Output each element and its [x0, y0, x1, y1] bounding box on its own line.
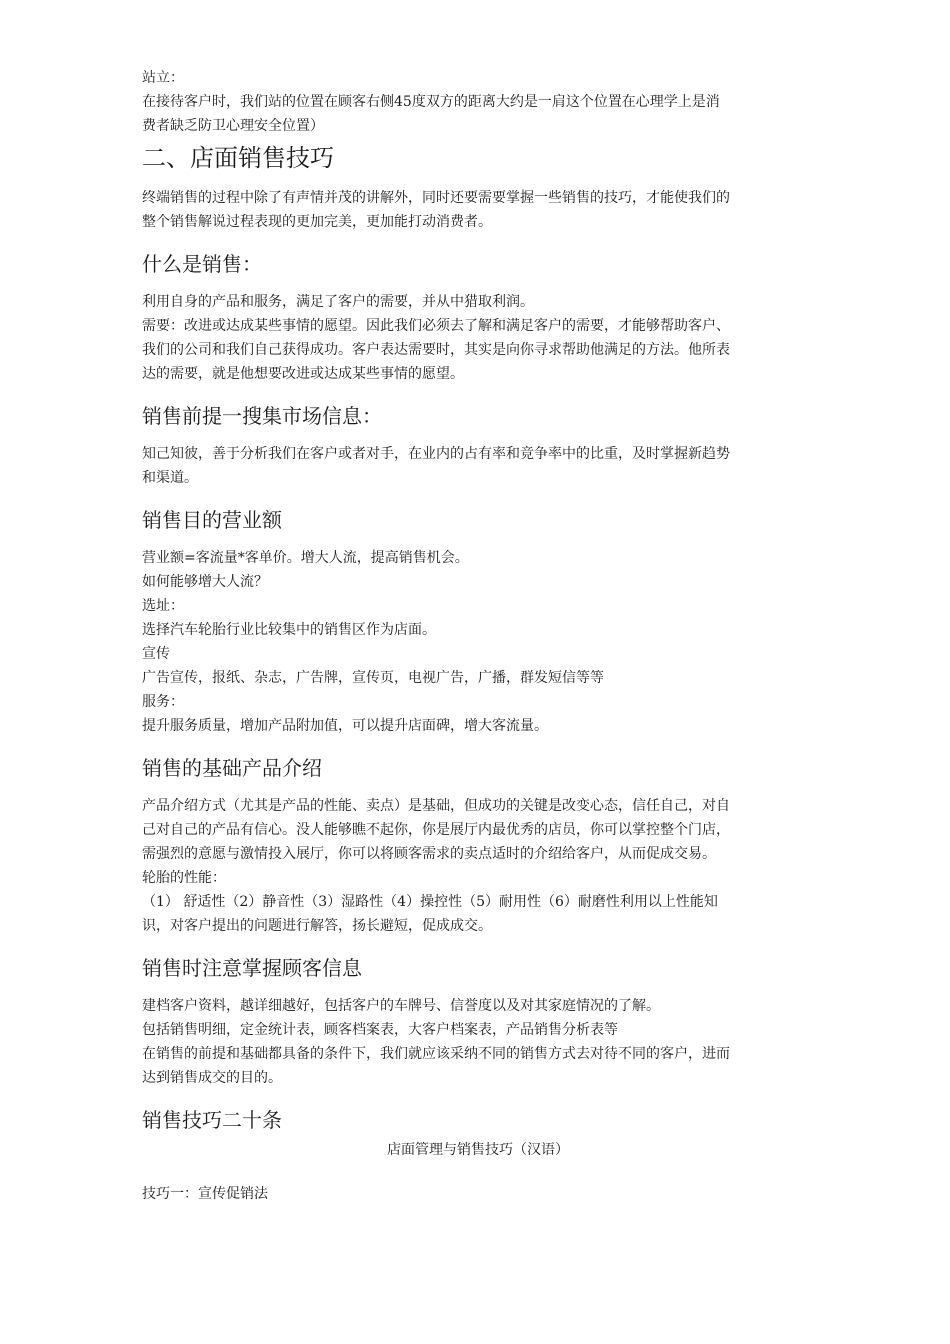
text-line: 选址：	[142, 598, 184, 614]
text-line: 利用自身的产品和服务，满足了客户的需要，并从中猎取利润。	[142, 294, 534, 310]
text-line: 费者缺乏防卫心理安全位置）	[142, 118, 324, 134]
heading-what-is-sales: 什么是销售：	[142, 252, 262, 276]
text-line: 需要：改进或达成某些事情的愿望。因此我们必须去了解和满足客户的需要，才能够帮助客户、	[142, 318, 730, 334]
text-line: 营业额=客流量*客单价。增大人流，提高销售机会。	[142, 550, 469, 566]
heading-sales-goal: 销售目的营业额	[142, 508, 282, 532]
text-line: 站立：	[142, 70, 184, 86]
heading-customer-info: 销售时注意掌握顾客信息	[142, 956, 362, 980]
text-line: 我们的公司和我们自己获得成功。客户表达需要时，其实是向你寻求帮助他满足的方法。他所表	[142, 342, 730, 358]
text-line: 达的需要，就是他想要改进或达成某些事情的愿望。	[142, 366, 464, 382]
text-line: 整个销售解说过程表现的更加完美，更加能打动消费者。	[142, 214, 492, 230]
text-line: 终端销售的过程中除了有声情并茂的讲解外，同时还要需要掌握一些销售的技巧，才能使我们的	[142, 190, 730, 206]
text-line: 服务：	[142, 694, 184, 710]
centered-title: 店面管理与销售技巧（汉语）	[387, 1142, 569, 1158]
text-line: 在销售的前提和基础都具备的条件下，我们就应该采纳不同的销售方式去对待不同的客户，进而	[142, 1046, 730, 1062]
heading-twenty-tips: 销售技巧二十条	[142, 1108, 282, 1132]
text-line: 包括销售明细，定金统计表，顾客档案表，大客户档案表，产品销售分析表等	[142, 1022, 618, 1038]
tip-one-line: 技巧一：宣传促销法	[142, 1186, 268, 1202]
heading-product-intro: 销售的基础产品介绍	[142, 756, 322, 780]
heading-market-info: 销售前提一搜集市场信息：	[142, 404, 382, 428]
document-body	[142, 66, 814, 1206]
text-line: 宣传	[142, 646, 170, 662]
text-line: 如何能够增大人流？	[142, 574, 268, 590]
section-heading-sales-skills: 二、店面销售技巧	[142, 144, 334, 172]
text-line: 提升服务质量，增加产品附加值，可以提升店面碑，增大客流量。	[142, 718, 548, 734]
text-line: 识，对客户提出的问题进行解答，扬长避短，促成成交。	[142, 918, 492, 934]
text-line: 选择汽车轮胎行业比较集中的销售区作为店面。	[142, 622, 436, 638]
text-line: 在接待客户时，我们站的位置在顾客右侧45度双方的距离大约是一肩这个位置在心理学上是消	[142, 94, 720, 110]
text-line: 产品介绍方式（尤其是产品的性能、卖点）是基础，但成功的关键是改变心态，信任自己，对自	[142, 798, 730, 814]
text-line: 建档客户资料，越详细越好，包括客户的车牌号、信誉度以及对其家庭情况的了解。	[142, 998, 660, 1014]
text-line: 广告宣传，报纸、杂志，广告牌，宣传页，电视广告，广播，群发短信等等	[142, 670, 604, 686]
text-line: 达到销售成交的目的。	[142, 1070, 282, 1086]
text-line: 需强烈的意愿与激情投入展厅，你可以将顾客需求的卖点适时的介绍给客户，从而促成交易。	[142, 846, 716, 862]
text-line: 知己知彼，善于分析我们在客户或者对手，在业内的占有率和竞争率中的比重，及时掌握新趋势	[142, 446, 730, 462]
text-line: 己对自己的产品有信心。没人能够瞧不起你，你是展厅内最优秀的店员，你可以掌控整个门店，	[142, 822, 730, 838]
text-line: 和渠道。	[142, 470, 198, 486]
text-line: 轮胎的性能：	[142, 870, 226, 886]
text-line: （1） 舒适性（2）静音性（3）湿路性（4）操控性（5）耐用性（6）耐磨性利用以上性能知	[142, 894, 718, 910]
